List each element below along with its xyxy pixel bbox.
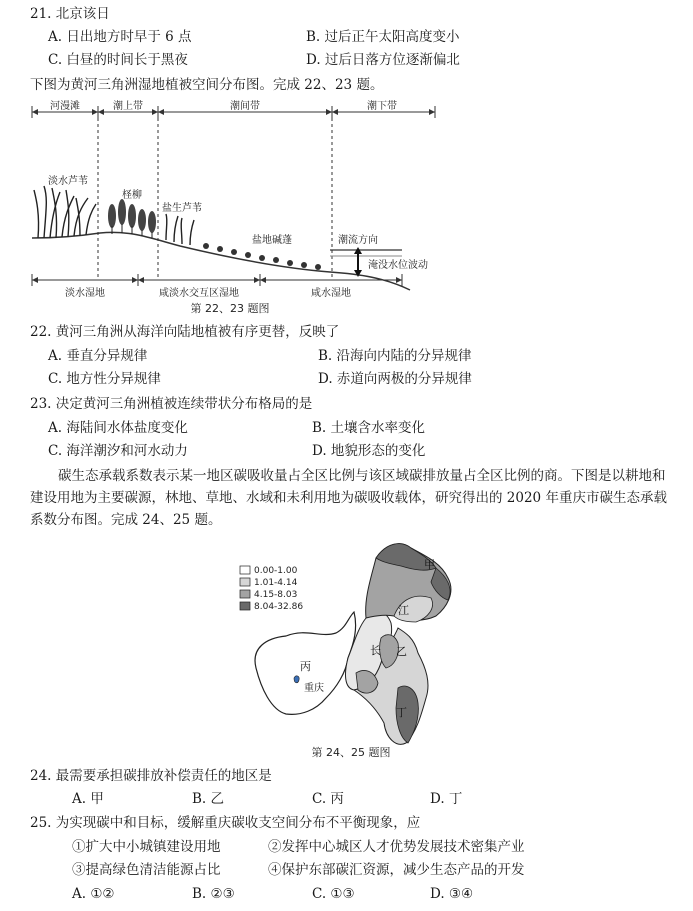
map-label-yi: 乙 xyxy=(396,645,407,658)
reed-plants xyxy=(34,186,96,238)
q21-option-c: C. 白昼的时间长于黑夜 xyxy=(48,52,188,68)
q25-option-a: A. ①② xyxy=(72,886,115,902)
zone-label-floodplain: 河漫滩 xyxy=(50,101,80,112)
q22-option-d: D. 赤道向两极的分异规律 xyxy=(318,371,472,387)
figure2-caption: 第 24、25 题图 xyxy=(311,746,391,759)
q21-option-d: D. 过后日落方位逐渐偏北 xyxy=(306,52,460,68)
q25-option-d: D. ③④ xyxy=(430,886,474,902)
q25-statement-2: ②发挥中心城区人才优势发展技术密集产业 xyxy=(268,839,525,855)
q23-option-b: B. 土壤含水率变化 xyxy=(312,420,426,436)
label-mixed-wetland: 咸淡水交互区湿地 xyxy=(159,288,239,299)
map-legend xyxy=(240,566,303,612)
q24-option-b: B. 乙 xyxy=(192,791,225,807)
legend-item-3: 4.15-8.03 xyxy=(254,590,298,600)
chongqing-city-marker xyxy=(294,676,299,683)
label-salt-wetland: 咸水湿地 xyxy=(311,288,351,299)
q23-stem: 23. 决定黄河三角洲植被连续带状分布格局的是 xyxy=(30,396,313,412)
map-label-ding: 丁 xyxy=(396,706,407,719)
map-label-jia: 甲 xyxy=(424,558,435,571)
legend-item-2: 1.01-4.14 xyxy=(254,578,298,588)
tamarisk-stems xyxy=(112,224,152,238)
zone-label-subtidal: 潮下带 xyxy=(367,101,397,112)
q21-option-b: B. 过后正午太阳高度变小 xyxy=(306,29,460,45)
q23-option-a: A. 海陆间水体盐度变化 xyxy=(48,420,188,436)
q25-statement-1: ①扩大中小城镇建设用地 xyxy=(72,839,221,855)
q25-statement-4: ④保护东部碳汇资源，减少生态产品的开发 xyxy=(268,862,525,878)
q24-option-c: C. 丙 xyxy=(312,791,344,807)
label-water-fluctuation: 淹没水位波动 xyxy=(368,260,428,271)
q21-option-a: A. 日出地方时早于 6 点 xyxy=(48,29,192,45)
map-label-chongqing: 重庆 xyxy=(304,683,324,694)
q22-option-b: B. 沿海向内陆的分异规律 xyxy=(318,348,472,364)
map-label-jiang: 江 xyxy=(398,604,409,617)
q24-option-a: A. 甲 xyxy=(72,791,104,807)
zone-label-supratidal: 潮上带 xyxy=(113,101,143,112)
q22-option-c: C. 地方性分异规律 xyxy=(48,371,161,387)
q24-option-d: D. 丁 xyxy=(430,791,463,807)
legend-item-4: 8.04-32.86 xyxy=(254,602,304,612)
figure1-caption: 第 22、23 题图 xyxy=(190,302,270,315)
q23-option-c: C. 海洋潮汐和河水动力 xyxy=(48,443,188,459)
q22-option-a: A. 垂直分异规律 xyxy=(48,348,148,364)
legend-item-1: 0.00-1.00 xyxy=(254,566,298,576)
zone-label-intertidal: 潮间带 xyxy=(230,101,260,112)
label-suaeda: 盐地碱蓬 xyxy=(252,235,292,246)
chongqing-map xyxy=(236,538,466,760)
intro-22-23: 下图为黄河三角洲湿地植被空间分布图。完成 22、23 题。 xyxy=(30,77,384,93)
wetland-figure xyxy=(30,98,450,318)
salt-reed-plants xyxy=(166,214,194,245)
q25-stem: 25. 为实现碳中和目标，缓解重庆碳收支空间分布不平衡现象，应 xyxy=(30,815,421,831)
label-fresh-reed: 淡水芦苇 xyxy=(48,176,88,187)
q24-stem: 24. 最需要承担碳排放补偿责任的地区是 xyxy=(30,768,272,784)
q25-option-b: B. ②③ xyxy=(192,886,235,902)
intro-24-25: 碳生态承载系数表示某一地区碳吸收量占全区比例与该区域碳排放量占全区比例的商。下图是以耕地和建设用地为主要碳源，林地、草地、水域和未利用地为碳吸收载体，研究得出的 2020 年重庆市碳生态承载系数分布图。完成 24、25 题。 xyxy=(30,468,667,528)
map-label-yi-chang: 长 xyxy=(370,644,381,657)
label-tide-direction: 潮流方向 xyxy=(338,235,378,246)
label-fresh-wetland: 淡水湿地 xyxy=(65,288,105,299)
q21-stem: 21. 北京该日 xyxy=(30,6,110,22)
q25-statement-3: ③提高绿色清洁能源占比 xyxy=(72,862,221,878)
q23-option-d: D. 地貌形态的变化 xyxy=(312,443,426,459)
map-label-bing: 丙 xyxy=(300,660,311,673)
suaeda-plants xyxy=(203,243,321,270)
q22-stem: 22. 黄河三角洲从海洋向陆地植被有序更替，反映了 xyxy=(30,324,340,340)
q25-option-c: C. ①③ xyxy=(312,886,355,902)
label-salt-reed: 盐生芦苇 xyxy=(162,203,202,214)
label-tamarisk: 柽柳 xyxy=(122,190,142,201)
